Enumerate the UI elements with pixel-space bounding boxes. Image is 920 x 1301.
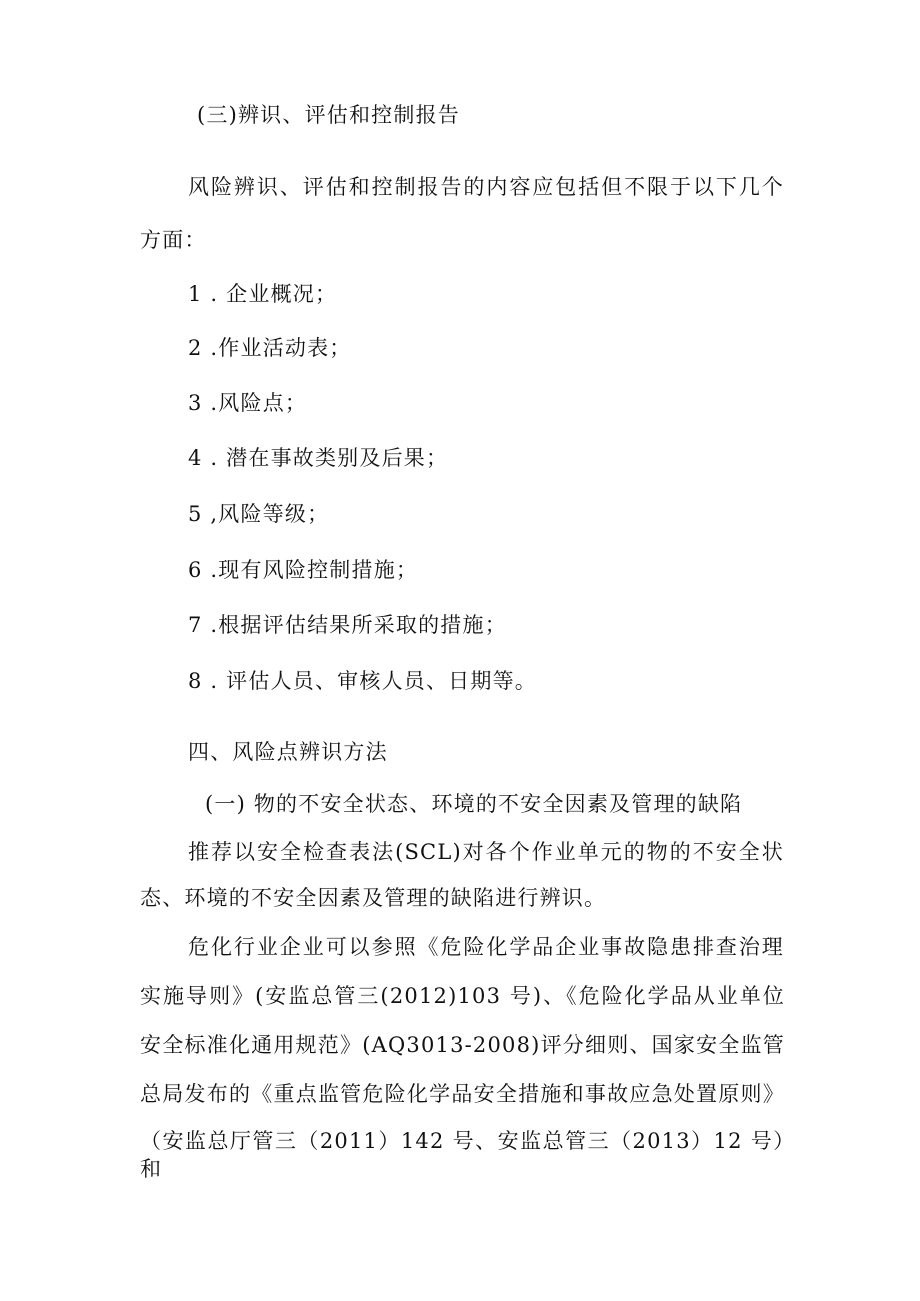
hazchem-paragraph-line-3: 安全标准化通用规范》(AQ3013-2008)评分细则、国家安全监管 [140,1033,785,1057]
report-item-1: 1 . 企业概况； [188,282,338,306]
report-item-2: 2 .作业活动表； [188,336,352,360]
report-item-4: 4 . 潜在事故类别及后果； [188,446,449,470]
hazchem-paragraph-line-4: 总局发布的《重点监管危险化学品安全措施和事故应急处置原则》 [140,1082,785,1106]
report-intro-line-1: 风险辨识、评估和控制报告的内容应包括但不限于以下几个 [188,175,784,199]
subsection-1-heading: (一) 物的不安全状态、环境的不安全因素及管理的缺陷 [205,792,743,816]
report-item-8: 8 . 评估人员、审核人员、日期等。 [188,669,537,693]
report-item-6: 6 .现有风险控制措施； [188,558,419,582]
section-3-heading: (三)辨识、评估和控制报告 [197,103,460,127]
chapter-4-heading: 四、风险点辨识方法 [188,740,388,764]
report-item-3: 3 .风险点； [188,391,308,415]
hazchem-paragraph-line-5: （安监总厅管三（2011）142 号、安监总管三（2013）12 号）和 [140,1129,785,1181]
report-item-7: 7 .根据评估结果所采取的措施； [188,613,507,637]
scl-paragraph-line-1: 推荐以安全检查表法(SCL)对各个作业单元的物的不安全状 [188,840,784,864]
hazchem-paragraph-line-1: 危化行业企业可以参照《危险化学品企业事故隐患排查治理 [188,935,784,959]
report-item-5: 5 ,风险等级； [188,502,330,526]
report-intro-line-2: 方面： [140,228,207,252]
hazchem-paragraph-line-2: 实施导则》(安监总管三(2012)103 号)、《危险化学品从业单位 [140,984,785,1008]
scl-paragraph-line-2: 态、环境的不安全因素及管理的缺陷进行辨识。 [140,886,607,910]
